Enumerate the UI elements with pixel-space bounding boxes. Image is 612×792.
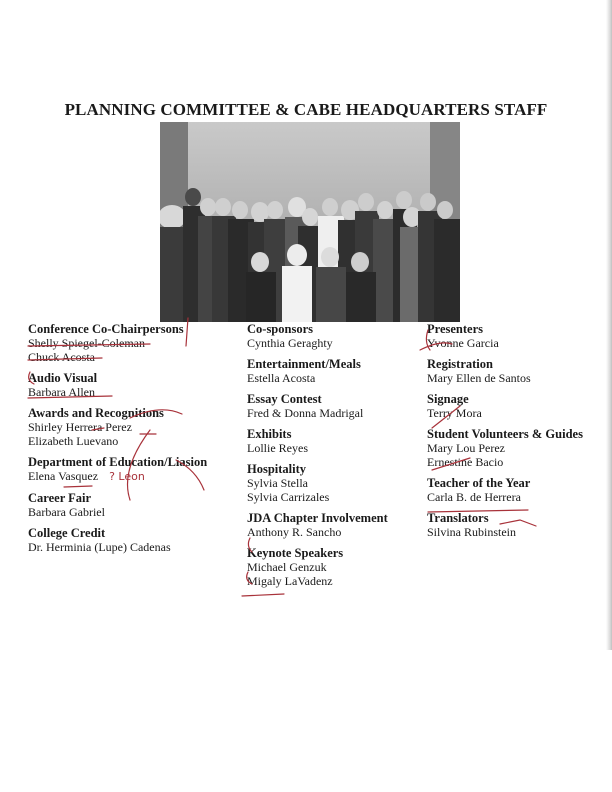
section-heading: Teacher of the Year: [427, 476, 531, 490]
person-name: Cynthia Geraghty: [247, 336, 333, 350]
person-name: Yvonne Garcia: [427, 336, 499, 350]
handwritten-note: ? Leon: [109, 470, 145, 483]
person-name: Michael Genzuk: [247, 560, 327, 574]
section-heading: Essay Contest: [247, 392, 322, 406]
section-heading: Signage: [427, 392, 469, 406]
person-name: Elizabeth Luevano: [28, 434, 119, 448]
person-name: Estella Acosta: [247, 371, 316, 385]
person-name: Sylvia Stella: [247, 476, 308, 490]
section-conference-co-chairpersons: [28, 322, 233, 364]
section-hospitality: [247, 462, 417, 504]
person-name: Anthony R. Sancho: [247, 525, 342, 539]
group-photo: [160, 122, 460, 322]
section-awards-and-recognitions: [28, 406, 233, 448]
section-heading: Co-sponsors: [247, 322, 313, 336]
person-name: Shirley Herrera Perez: [28, 420, 132, 434]
person-name: Ernestine Bacio: [427, 455, 504, 469]
column-1: [28, 322, 233, 561]
section-audio-visual: [28, 371, 233, 399]
section-college-credit: [28, 526, 233, 554]
section-heading: Audio Visual: [28, 371, 98, 385]
section-department-of-education: [28, 455, 233, 484]
section-teacher-of-the-year: [427, 476, 607, 504]
person-name: Dr. Herminia (Lupe) Cadenas: [28, 540, 171, 554]
section-registration: [427, 357, 607, 385]
section-essay-contest: [247, 392, 417, 420]
section-heading: Presenters: [427, 322, 483, 336]
person-name: Lollie Reyes: [247, 441, 308, 455]
person-name: Shelly Spiegel-Coleman: [28, 336, 145, 350]
person-name: Sylvia Carrizales: [247, 490, 330, 504]
section-jda-chapter-involvement: [247, 511, 417, 539]
page-title: PLANNING COMMITTEE & CABE HEADQUARTERS STAFF: [64, 100, 548, 119]
section-translators: [427, 511, 607, 539]
section-heading: Exhibits: [247, 427, 292, 441]
person-name: Mary Lou Perez: [427, 441, 505, 455]
person-name: Carla B. de Herrera: [427, 490, 521, 504]
person-name: Barbara Gabriel: [28, 505, 105, 519]
section-heading: College Credit: [28, 526, 106, 540]
person-name: Migaly LaVadenz: [247, 574, 333, 588]
section-heading: Entertainment/Meals: [247, 357, 361, 371]
group-photo-illustration: [160, 122, 460, 322]
person-name: [28, 469, 233, 484]
section-heading: Student Volunteers & Guides: [427, 427, 583, 441]
person-name: Barbara Allen: [28, 385, 95, 399]
section-heading: Keynote Speakers: [247, 546, 344, 560]
section-heading: Department of Education/Liasion: [28, 455, 208, 469]
section-keynote-speakers: [247, 546, 417, 588]
person-name: Chuck Acosta: [28, 350, 95, 364]
person-name: Mary Ellen de Santos: [427, 371, 531, 385]
section-heading: Hospitality: [247, 462, 307, 476]
section-entertainment-meals: [247, 357, 417, 385]
person-name: Silvina Rubinstein: [427, 525, 517, 539]
column-2: [247, 322, 417, 595]
section-heading: JDA Chapter Involvement: [247, 511, 388, 525]
person-name-text: Elena Vasquez: [28, 469, 99, 483]
person-name: Fred & Donna Madrigal: [247, 406, 364, 420]
section-presenters: [427, 322, 607, 350]
section-co-sponsors: [247, 322, 417, 350]
section-exhibits: [247, 427, 417, 455]
section-heading: Conference Co-Chairpersons: [28, 322, 184, 336]
person-name: Terry Mora: [427, 406, 482, 420]
section-heading: Registration: [427, 357, 493, 371]
section-heading: Translators: [427, 511, 489, 525]
section-heading: Awards and Recognitions: [28, 406, 164, 420]
section-signage: [427, 392, 607, 420]
section-student-volunteers: [427, 427, 607, 469]
section-heading: Career Fair: [28, 491, 92, 505]
column-3: [427, 322, 607, 546]
section-career-fair: [28, 491, 233, 519]
